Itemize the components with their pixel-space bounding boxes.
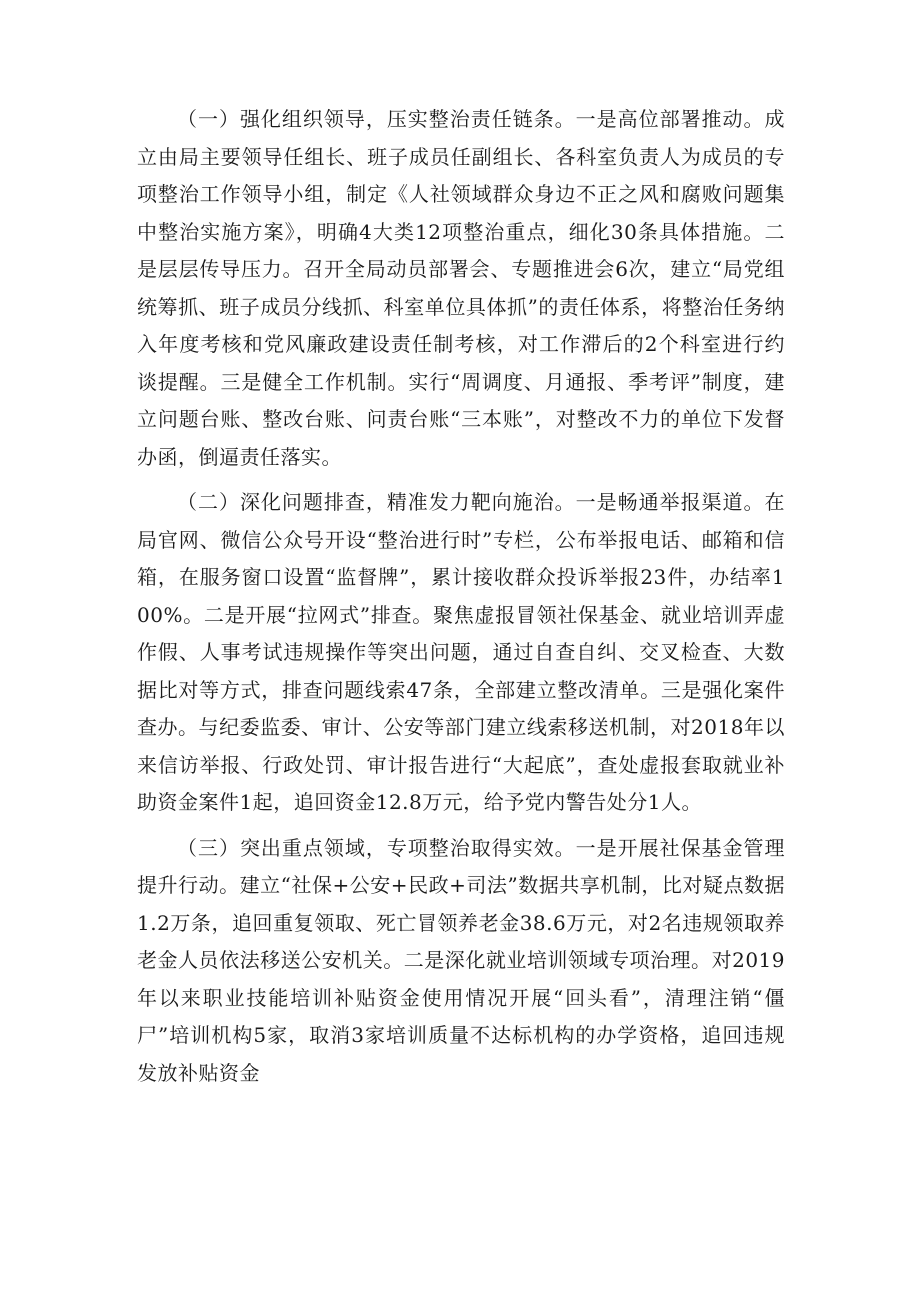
document-body (137, 101, 785, 1100)
paragraph-problem-investigation: （二）深化问题排查，精准发力靶向施治。一是畅通举报渠道。在局官网、微信公众号开设“整治进行时”专栏，公布举报电话、邮箱和信箱，在服务窗口设置“监督牌”，累计接收群众投诉举报23件，办结率100%。二是开展“拉网式”排查。聚焦虚报冒领社保基金、就业培训弄虚作假、人事考试违规操作等突出问题，通过自查自纠、交叉检查、大数据比对等方式，排查问题线索47条，全部建立整改清单。三是强化案件查办。与纪委监委、审计、公安等部门建立线索移送机制，对2018年以来信访举报、行政处罚、审计报告进行“大起底”，查处虚报套取就业补助资金案件1起，追回资金12.8万元，给予党内警告处分1人。 (137, 490, 785, 814)
paragraph-key-areas-rectification: （三）突出重点领域，专项整治取得实效。一是开展社保基金管理提升行动。建立“社保+公安+民政+司法”数据共享机制，比对疑点数据1.2万条，追回重复领取、死亡冒领养老金38.6万元，对2名违规领取养老金人员依法移送公安机关。二是深化就业培训领域专项治理。对2019年以来职业技能培训补贴资金使用情况开展“回头看”，清理注销“僵尸”培训机构5家，取消3家培训质量不达标机构的办学资格，追回违规发放补贴资金 (137, 835, 785, 1085)
paragraph-organization-leadership: （一）强化组织领导，压实整治责任链条。一是高位部署推动。成立由局主要领导任组长、班子成员任副组长、各科室负责人为成员的专项整治工作领导小组，制定《人社领域群众身边不正之风和腐败问题集中整治实施方案》，明确4大类12项整治重点，细化30条具体措施。二是层层传导压力。召开全局动员部署会、专题推进会6次，建立“局党组统筹抓、班子成员分线抓、科室单位具体抓”的责任体系，将整治任务纳入年度考核和党风廉政建设责任制考核，对工作滞后的2个科室进行约谈提醒。三是健全工作机制。实行“周调度、月通报、季考评”制度，建立问题台账、整改台账、问责台账“三本账”，对整改不力的单位下发督办函，倒逼责任落实。 (137, 107, 785, 469)
